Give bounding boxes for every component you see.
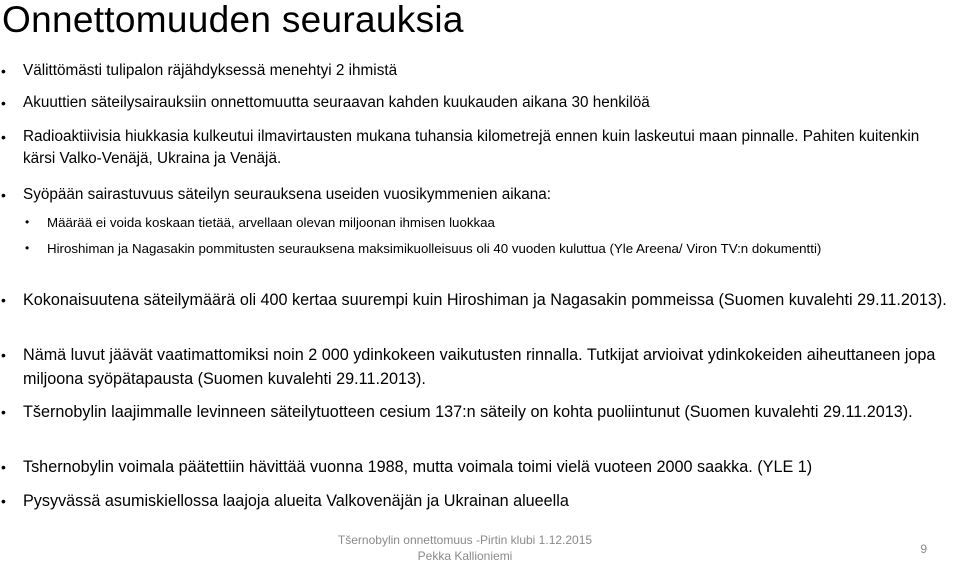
bullet-dot-icon: • <box>1 459 6 475</box>
bullet-text: Välittömästi tulipalon räjähdyksessä menehtyi 2 ihmistä <box>23 62 398 79</box>
bullet-text: Akuuttien säteilysairauksiin onnettomuutta seuraavan kahden kuukauden aikana 30 henkilöä <box>23 94 650 111</box>
page-number: 9 <box>920 542 927 556</box>
list-item <box>1 184 943 206</box>
list-item <box>1 455 949 479</box>
bullet-dot-icon: • <box>1 292 6 308</box>
bullet-dot-icon: • <box>1 63 6 79</box>
list-item <box>1 400 949 424</box>
bullet-dot-icon: • <box>1 347 6 363</box>
bullet-dot-icon: • <box>1 95 6 111</box>
bullet-dot-icon: • <box>1 404 6 420</box>
list-item <box>1 126 943 170</box>
bullet-text: Määrää ei voida koskaan tietää, arvellaan olevan miljoonan ihmisen luokkaa <box>47 215 495 230</box>
footer-title: Tšernobylin onnettomuus -Pirtin klubi 1.12.2015 <box>337 533 593 547</box>
bullet-text: Syöpään sairastuvuus säteilyn seurauksena useiden vuosikymmenien aikana: <box>23 186 552 203</box>
bullet-text: Kokonaisuutena säteilymäärä oli 400 kertaa suurempi kuin Hiroshiman ja Nagasakin pommeissa (Suomen kuvalehti 29.11.2013). <box>23 291 947 309</box>
bullet-text: Hiroshiman ja Nagasakin pommitusten seurauksena maksimikuolleisuus oli 40 vuoden kuluttua (Yle Areena/ Viron TV:n dokumentti) <box>47 241 822 256</box>
bullet-text: Radioaktiivisia hiukkasia kulkeutui ilmavirtausten mukana tuhansia kilometrejä ennen kuin laskeutui maan pinnalle. Pahiten kuitenkin kärsi Valko-Venäjä, Ukraina ja Venäjä. <box>23 128 920 167</box>
list-item <box>1 92 943 114</box>
list-item <box>1 343 949 391</box>
list-item <box>1 489 949 513</box>
bullet-dot-icon: • <box>1 493 6 509</box>
bullet-dot-icon: • <box>25 241 30 255</box>
list-item <box>25 238 947 259</box>
bullet-dot-icon: • <box>1 187 6 203</box>
slide-title: Onnettomuuden seurauksia <box>2 0 464 40</box>
bullet-text: Nämä luvut jäävät vaatimattomiksi noin 2 000 ydinkokeen vaikutusten rinnalla. Tutkijat arvioivat ydinkokeiden aiheuttaneen jopa miljoona syöpätapausta (Suomen kuvalehti 29.11.2013). <box>23 346 936 388</box>
bullet-text: Tšernobylin laajimmalle levinneen säteilytuotteen cesium 137:n säteily on kohta puoliintunut (Suomen kuvalehti 29.11.2013). <box>23 403 913 421</box>
bullet-text: Pysyvässä asumiskiellossa laajoja alueita Valkovenäjän ja Ukrainan alueella <box>23 492 569 510</box>
bullet-dot-icon: • <box>1 129 6 145</box>
footer-author: Pekka Kallioniemi <box>417 549 513 563</box>
bullet-dot-icon: • <box>25 215 30 229</box>
list-item <box>25 212 947 233</box>
list-item <box>1 60 943 82</box>
bullet-text: Tshernobylin voimala päätettiin hävittää vuonna 1988, mutta voimala toimi vielä vuoteen 2000 saakka. (YLE 1) <box>23 458 813 476</box>
list-item <box>1 288 949 312</box>
